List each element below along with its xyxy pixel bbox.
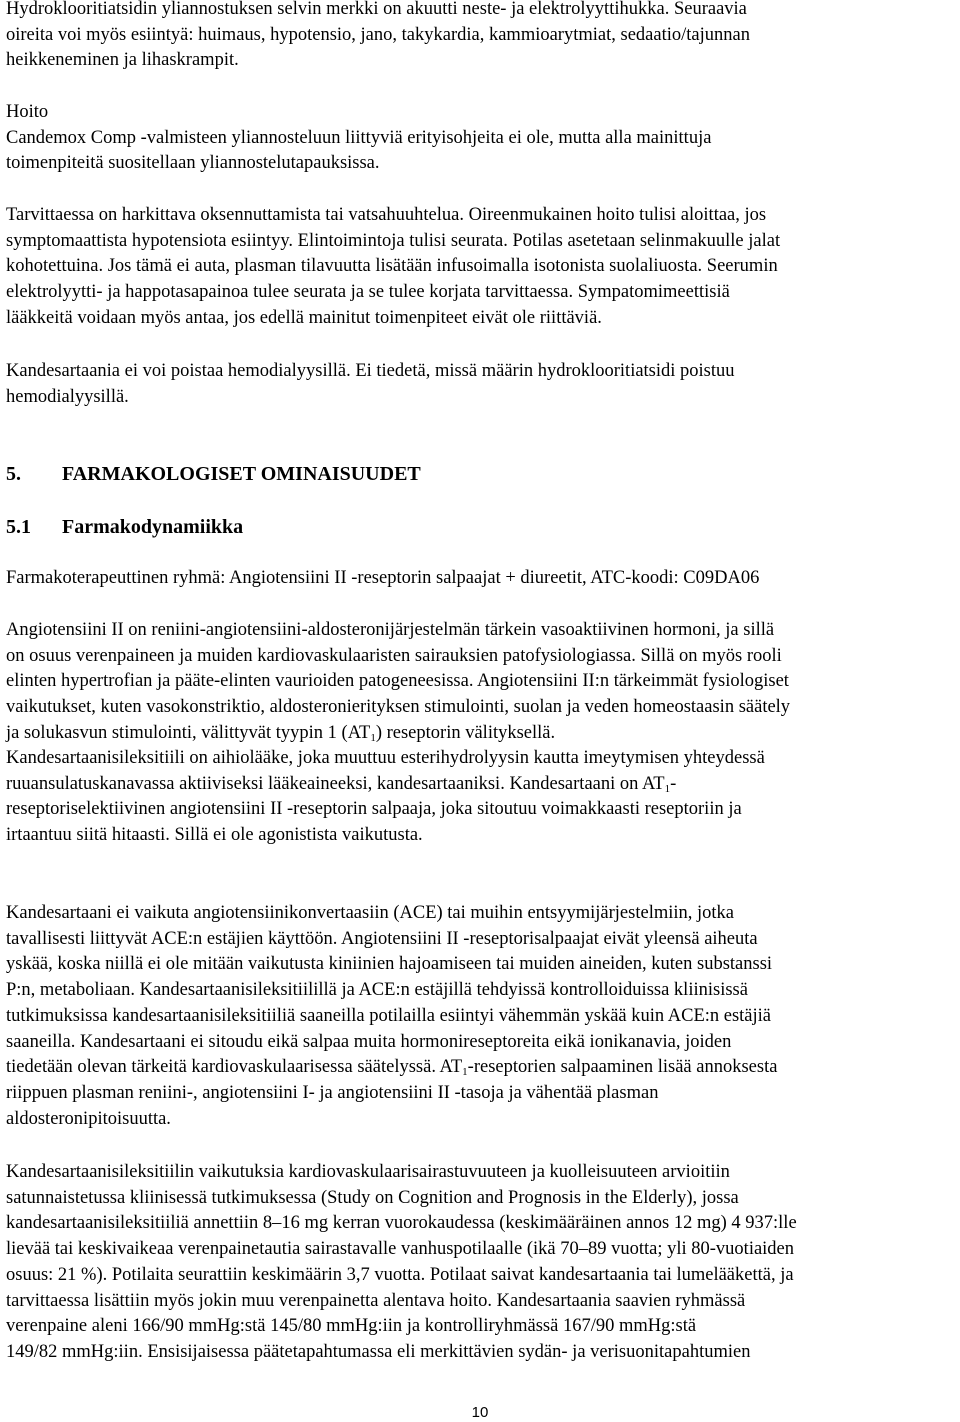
text-line: Angiotensiini II on reniini-angiotensiini-aldosteronijärjestelmän tärkein vasoaktiivinen hormoni, ja sillä <box>6 620 775 640</box>
atc-line: Farmakoterapeuttinen ryhmä: Angiotensiini II -reseptorin salpaajat + diureetit, ATC-koodi: C09DA06 <box>6 568 760 588</box>
text-line: Kandesartaania ei voi poistaa hemodialyysillä. Ei tiedetä, missä määrin hydroklooritiatsidi poistuu <box>6 361 735 381</box>
text-line: tavallisesti liittyvät ACE:n estäjien käyttöön. Angiotensiini II -reseptorisalpaajat eivät yleensä aiheuta <box>6 928 758 949</box>
text-line: osuus: 21 %). Potilaita seurattiin keskimäärin 3,7 vuotta. Potilaat saivat kandesartaania tai lumelääkettä, ja <box>6 1264 794 1285</box>
text-line: Kandesartaanisileksitiilin vaikutuksia kardiovaskulaarisairastuvuuteen ja kuolleisuuteen arvioitiin <box>6 1162 730 1182</box>
text-line: Tarvittaessa on harkittava oksennuttamista tai vatsahuuhtelua. Oireenmukainen hoito tulisi aloittaa, jos <box>6 205 767 225</box>
text-line <box>6 721 790 747</box>
text-line: P:n, metaboliaan. Kandesartaanisileksitiilillä ja ACE:n estäjillä tehdyissä kontrolloiduissa kliinisissä <box>6 980 748 1001</box>
text-line: toimenpiteitä suositellaan yliannostelutapauksissa. <box>6 153 380 174</box>
text-fragment: ja solukasvun stimulointi, välittyvät tyypin 1 (AT <box>6 722 371 743</box>
text-line: reseptoriselektiivinen angiotensiini II -reseptorin salpaaja, joka sitoutuu voimakkaasti reseptoriin ja <box>6 799 742 820</box>
subscript: 1 <box>664 782 671 795</box>
text-line: kohotettuina. Jos tämä ei auta, plasman tilavuutta lisätään infusoimalla isotonista suolaliuosta. Seerumin <box>6 256 778 277</box>
text-line: Kandesartaani ei vaikuta angiotensiinikonvertaasiin (ACE) tai muihin entsyymijärjestelmiin, jotka <box>6 903 734 923</box>
text-line: Hydroklooritiatsidin yliannostuksen selvin merkki on akuutti neste- ja elektrolyyttihukka. Seuraavia <box>6 0 747 19</box>
text-line: riippuen plasman reniini-, angiotensiini I- ja angiotensiini II -tasoja ja vähentää plasman <box>6 1082 659 1103</box>
text-line: Candemox Comp -valmisteen yliannosteluun liittyviä erityisohjeita ei ole, mutta alla mainittuja <box>6 127 712 148</box>
text-fragment: tiedetään olevan tärkeitä kardiovaskulaarisessa säätelyssä. AT <box>6 1057 463 1078</box>
text-line: elinten hypertrofian ja pääte-elinten vaurioiden patogeneesissa. Angiotensiini II:n tärkeimmät fysiologiset <box>6 671 789 692</box>
text-line: satunnaistetussa kliinisessä tutkimuksessa (Study on Cognition and Prognosis in the Elderly), jossa <box>6 1187 739 1208</box>
intro-paragraph <box>6 0 750 74</box>
text-line: yskää, koska niillä ei ole mitään vaikutusta kiniinien hajoamiseen tai muiden aineiden, kuten substanssi <box>6 954 773 975</box>
text-line: kandesartaanisileksitiiliä annettiin 8–16 mg kerran vuorokaudessa (keskimääräinen annos 12 mg) 4 937:lle <box>6 1213 797 1234</box>
text-line <box>6 772 765 798</box>
prodrug-paragraph <box>6 746 765 849</box>
ace-paragraph <box>6 901 777 1132</box>
text-fragment: ruuansulatuskanavassa aktiiviseksi lääkeaineeksi, kandesartaaniksi. Kandesartaani on AT <box>6 773 665 794</box>
text-line: saaneilla. Kandesartaani ei sitoudu eikä salpaa muita hormonireseptoreita eikä ionikanavia, joiden <box>6 1031 732 1052</box>
text-line: tarvittaessa lisättiin myös jokin muu verenpainetta alentava hoito. Kandesartaania saavien ryhmässä <box>6 1290 746 1311</box>
text-line: oireita voi myös esiintyä: huimaus, hypotensio, jano, takykardia, kammioarytmiat, sedaatio/tajunnan <box>6 24 750 45</box>
section-5-1-heading <box>6 515 243 539</box>
text-line: vaikutukset, kuten vasokonstriktio, aldosteronierityksen stimulointi, suolan ja veden homeostaasin säätely <box>6 697 791 718</box>
text-line: 149/82 mmHg:iin. Ensisijaisessa päätetapahtumassa eli merkittävien sydän- ja verisuonitapahtumien <box>6 1341 751 1362</box>
text-line: symptomaattista hypotensiota esiintyy. Elintoimintoja tulisi seurata. Potilas asetetaan selinmakuulle jalat <box>6 230 781 251</box>
text-line: lievää tai keskivaikeaa verenpainetautia sairastavalle vanhuspotilaalle (ikä 70–89 vuotta; yli 80-vuotiaiden <box>6 1239 795 1260</box>
text-line: on osuus verenpaineen ja muiden kardiovaskulaaristen sairauksien patofysiologiassa. Sillä on myös rooli <box>6 645 782 666</box>
text-line <box>6 1055 777 1081</box>
subscript: 1 <box>370 731 376 744</box>
treatment-paragraph <box>6 203 780 332</box>
page-number: 10 <box>471 1404 489 1421</box>
hoito-paragraph <box>6 100 711 177</box>
text-line: lääkkeitä voidaan myös antaa, jos edellä mainitut toimenpiteet eivät ole riittäviä. <box>6 307 602 328</box>
subheading-hoito: Hoito <box>6 102 49 122</box>
atc-paragraph <box>6 566 759 592</box>
text-fragment: ) reseptorin välityksellä. <box>375 722 556 743</box>
section-title: Farmakodynamiikka <box>62 516 244 538</box>
text-line: irtaantuu siitä hitaasti. Sillä ei ole agonistista vaikutusta. <box>6 825 423 846</box>
text-line: aldosteronipitoisuutta. <box>6 1108 171 1129</box>
subscript: 1 <box>462 1066 468 1079</box>
text-fragment: - <box>670 773 677 794</box>
text-line: Kandesartaanisileksitiili on aihiolääke, joka muuttuu esterihydrolyysin kautta imeytymisen yhteydessä <box>6 748 765 768</box>
section-number: 5.1 <box>6 516 31 538</box>
text-fragment: -reseptorien salpaaminen lisää annoksesta <box>467 1057 778 1078</box>
angiotensin-paragraph <box>6 618 790 747</box>
section-title: FARMAKOLOGISET OMINAISUUDET <box>62 463 421 485</box>
text-line: tutkimuksissa kandesartaanisileksitiiliä saaneilla potilailla esiintyi vähemmän yskää kuin ACE:n estäjiä <box>6 1005 772 1026</box>
text-line: verenpaine aleni 166/90 mmHg:stä 145/80 mmHg:iin ja kontrolliryhmässä 167/90 mmHg:stä <box>6 1316 697 1337</box>
text-line: elektrolyytti- ja happotasapainoa tulee seurata ja se tulee korjata tarvittaessa. Sympatomimeettisiä <box>6 282 730 303</box>
section-5-heading <box>6 462 421 486</box>
text-line: hemodialyysillä. <box>6 386 129 407</box>
text-line: heikkeneminen ja lihaskrampit. <box>6 50 239 71</box>
section-number: 5. <box>6 463 21 485</box>
scope-paragraph <box>6 1160 797 1366</box>
dialysis-paragraph <box>6 359 735 410</box>
